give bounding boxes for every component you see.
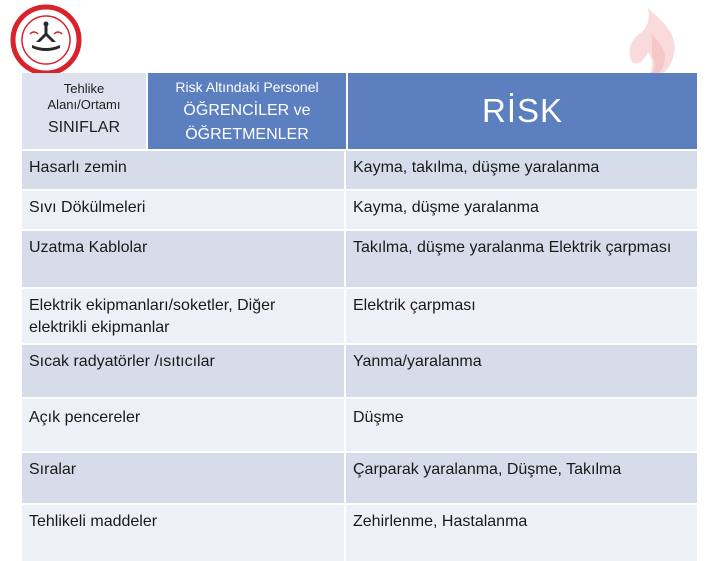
risk-header [348,73,697,149]
table-row [22,343,697,397]
risk-cell: Düşme [346,399,697,451]
hazard-area-label-line2: Alanı/Ortamı [47,97,121,112]
hazard-cell: Hasarlı zemin [22,151,344,189]
personnel-value-line2: ÖĞRETMENLER [185,126,309,143]
table-row [22,229,697,287]
risk-cell: Takılma, düşme yaralanma Elektrik çarpması [346,231,697,287]
hazard-area-value: SINIFLAR [47,119,120,136]
risk-cell: Kayma, takılma, düşme yaralanma [346,151,697,189]
meb-emblem-logo [10,4,82,76]
risk-cell: Kayma, düşme yaralanma [346,191,697,229]
risk-cell: Elektrik çarpması [346,289,697,343]
table-row [22,503,697,561]
risk-title: RİSK [481,92,564,129]
risk-cell: Zehirlenme, Hastalanma [346,505,697,561]
hazard-cell: Tehlikeli maddeler [22,505,344,561]
personnel-label: Risk Altındaki Personel [175,79,319,95]
risk-table [22,73,697,561]
table-row [22,451,697,503]
hazard-cell: Açık pencereler [22,399,344,451]
hazard-cell: Sıcak radyatörler /ısıtıcılar [22,345,344,397]
hazard-cell: Elektrik ekipmanları/soketler, Diğer elektrikli ekipmanlar [22,289,344,343]
risk-cell: Yanma/yaralanma [346,345,697,397]
hazard-cell: Sıralar [22,453,344,503]
personnel-value-line1: ÖĞRENCİLER ve [183,102,311,119]
hazard-cell: Uzatma Kablolar [22,231,344,287]
table-header [22,73,697,149]
table-row [22,149,697,189]
table-row [22,189,697,229]
hazard-area-header [22,73,148,149]
table-row [22,397,697,451]
flame-watermark-icon [618,4,688,84]
risk-cell: Çarparak yaralanma, Düşme, Takılma [346,453,697,503]
hazard-area-label-line1: Tehlike [63,81,105,96]
table-row [22,287,697,343]
hazard-cell: Sıvı Dökülmeleri [22,191,344,229]
personnel-header [148,73,346,149]
